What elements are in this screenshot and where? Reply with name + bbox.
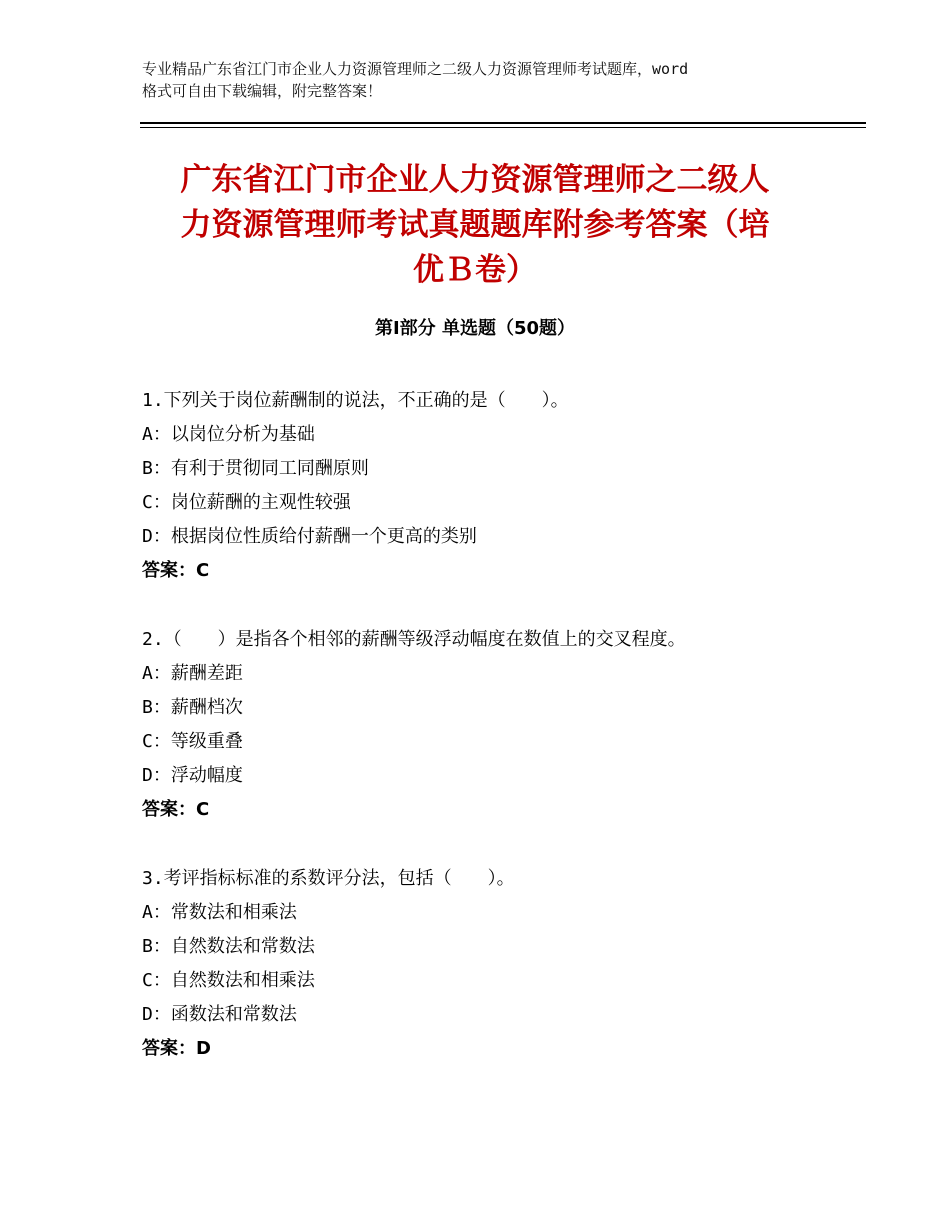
- option-d: D：函数法和常数法: [142, 1004, 297, 1025]
- answer: 答案：D: [142, 1038, 211, 1059]
- answer: 答案：C: [142, 560, 210, 581]
- option-c: C：自然数法和相乘法: [142, 970, 315, 991]
- header-divider-thick: [140, 122, 866, 124]
- header-note-line-1: 专业精品广东省江门市企业人力资源管理师之二级人力资源管理师考试题库，word: [142, 60, 689, 78]
- document-title: [140, 158, 810, 293]
- option-a: A：以岗位分析为基础: [142, 424, 315, 445]
- section-heading: 第Ⅰ部分 单选题（50题）: [374, 318, 575, 339]
- header-note-line-2: 格式可自由下载编辑，附完整答案！: [142, 82, 383, 100]
- question-2: [142, 623, 842, 827]
- document-title-line-2: 力资源管理师考试真题题库附参考答案（培: [180, 207, 770, 243]
- option-c: C：岗位薪酬的主观性较强: [142, 492, 351, 513]
- option-a: A：薪酬差距: [142, 663, 243, 684]
- option-c: C：等级重叠: [142, 731, 243, 752]
- question-1: [142, 384, 842, 588]
- document-title-line-1: 广东省江门市企业人力资源管理师之二级人: [180, 162, 770, 198]
- header-note: [142, 58, 832, 102]
- answer: 答案：C: [142, 799, 210, 820]
- question-stem: 1.下列关于岗位薪酬制的说法，不正确的是（ ）。: [142, 390, 569, 411]
- option-d: D：根据岗位性质给付薪酬一个更高的类别: [142, 526, 477, 547]
- option-b: B：薪酬档次: [142, 697, 243, 718]
- question-stem: 3.考评指标标准的系数评分法，包括（ ）。: [142, 868, 515, 889]
- document-title-line-3: 优Ｂ卷）: [413, 252, 537, 288]
- option-d: D：浮动幅度: [142, 765, 243, 786]
- option-b: B：自然数法和常数法: [142, 936, 315, 957]
- header-divider-thin: [140, 127, 866, 128]
- option-b: B：有利于贯彻同工同酬原则: [142, 458, 369, 479]
- option-a: A：常数法和相乘法: [142, 902, 297, 923]
- question-stem: 2.（ ）是指各个相邻的薪酬等级浮动幅度在数值上的交叉程度。: [142, 629, 686, 650]
- question-3: [142, 862, 842, 1066]
